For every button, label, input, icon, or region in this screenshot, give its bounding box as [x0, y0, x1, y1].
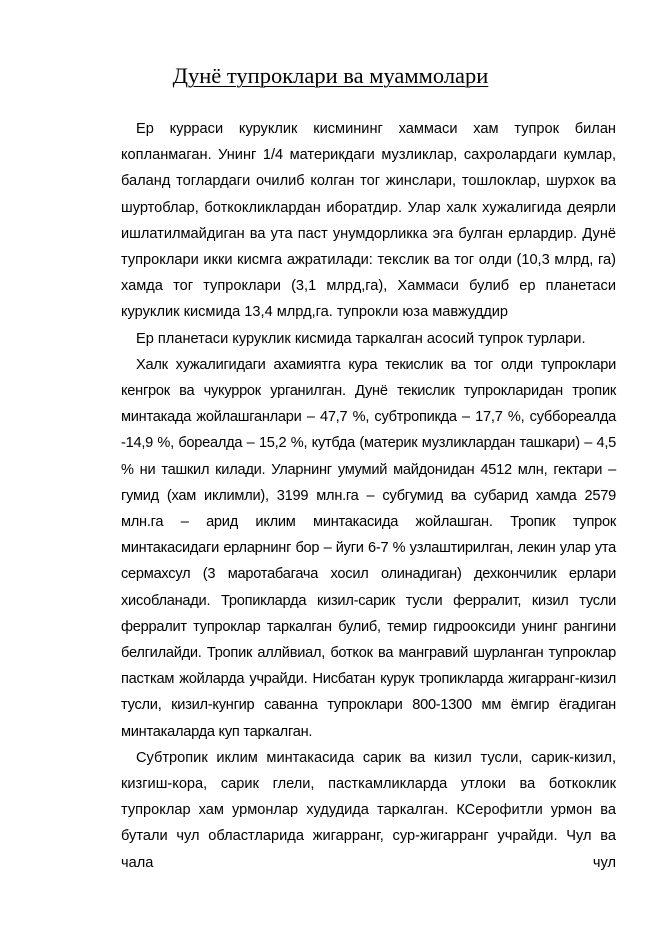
paragraph-intro: Ер курраси куруклик кисмининг хаммаси хам тупрок билан копланмаган. Унинг 1/4 материкдаги музликлар, сахролардаги кумлар, баланд тоглардаги очилиб колган тог жинслари, тошлоклар, шурхок ва шуртоблар, боткокликлардан иборатдир. Улар халк хужалигида деярли ишлатилмайдиган ва ута паст унумдорликка эга булган ерлардир. Дунё тупроклари икки кисмга ажратилади: текслик ва тог олди (10,3 млрд, га) хамда тог тупроклари (3,1 млрд,га), Хаммаси булиб ер планетаси куруклик кисмида 13,4 млрд,га. тупрокли юза мавжуддир: [121, 121, 616, 321]
paragraph-soil-types-heading: Ер планетаси куруклик кисмида таркалган асосий тупрок турлари.: [136, 330, 586, 347]
paragraph-subtropical: Субтропик иклим минтакасида сарик ва кизил тусли, сарик-кизил, кизгиш-кора, сарик глели, пасткамликларда утлоки ва боткоклик тупроклар хам урмонлар худудида таркалган. КСерофитли урмон ва бутали чул областларида жигарранг, сур-жигарранг учрайди. Чул ва чала чул: [121, 749, 616, 871]
page-title: Дунё тупроклари ва муаммолари: [172, 63, 489, 88]
paragraph-plain-soils: Халк хужалигидаги ахамиятга кура текислик ва тог олди тупроклари кенгрок ва чукуррок урганилган. Дунё текислик тупрокларидан тропик минтакада жойлашганлари – 47,7 %, субтропикда – 17,7 %, суббореалда -14,9 %, бореалда – 15,2 %, кутбда (материк музликлардан ташкари) – 4,5 % ни ташкил килади. Уларнинг умумий майдонидан 4512 млн, гектари – гумид (хам иклимли), 3199 млн.га – субгумид ва субарид хамда 2579 млн.га – арид иклим минтакасида жойлашган. Тропик тупрок минтакасидаги ерларнинг бор – йуги 6-7 % узлаштирилган, лекин улар ута сермахсул (3 маротабагача хосил олинадиган) дехкончилик ерлари хисобланади. Тропикларда кизил-сарик тусли ферралит, кизил тусли ферралит тупроклар таркалган булиб, темир гидрооксиди унинг рангини белгилайди. Тропик аллйвиал, боткок ва мангравий шурланган тупроклар пасткам жойларда учрайди. Нисбатан курук тропикларда жигарранг-кизил тусли, кизил-кунгир саванна тупроклари 800-1300 мм ёмгир ёгадиган минтакаларда куп таркалган.: [121, 356, 616, 740]
document-body: [121, 116, 616, 876]
